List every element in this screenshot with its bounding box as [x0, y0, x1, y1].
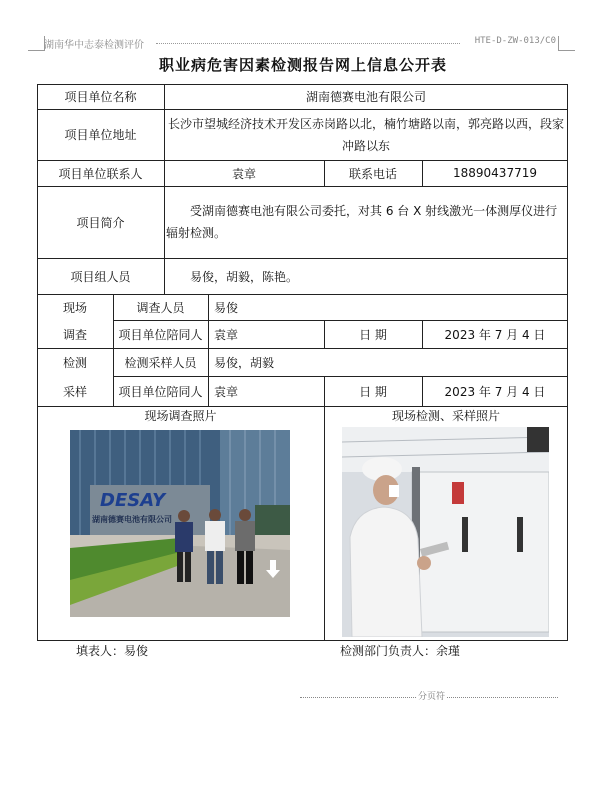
phone-value: 18890437719 — [453, 166, 537, 180]
header-doc-code: HTE-D-ZW-013/C0 — [474, 36, 556, 46]
desay-sign-company: 湖南德赛电池有限公司 — [92, 515, 172, 524]
unit-name-value: 湖南德赛电池有限公司 — [305, 90, 426, 104]
filler-label: 填表人： — [76, 644, 125, 658]
intro-label: 项目简介 — [76, 215, 125, 230]
crop-mark-tr — [558, 36, 575, 51]
sample-group-line2: 采样 — [62, 385, 87, 399]
members-label: 项目组人员 — [70, 269, 131, 284]
intro-value: 受湖南德赛电池有限公司委托，对其 6 台 X 射线激光一体测厚仪进行辐射检测。 — [166, 204, 558, 240]
filler-row — [76, 642, 148, 659]
phone-label: 联系电话 — [348, 166, 397, 181]
desay-sign-logo: DESAY — [100, 490, 166, 511]
surveyor-value: 易俊 — [214, 300, 239, 315]
running-header — [44, 36, 556, 50]
header-dotted-rule — [156, 43, 460, 44]
survey-group-line2: 调查 — [62, 328, 87, 342]
filler-value: 易俊 — [124, 644, 149, 658]
dept-head-label: 检测部门负责人： — [340, 644, 437, 658]
sample-escort-value: 袁章 — [214, 384, 239, 399]
dept-head-row — [340, 642, 460, 659]
members-value: 易俊，胡毅，陈艳。 — [190, 269, 299, 284]
sampler-label: 检测采样人员 — [124, 355, 197, 370]
surveyor-label: 调查人员 — [136, 300, 185, 315]
address-value: 长沙市望城经济技术开发区赤岗路以北，楠竹塘路以南，郭亮路以西，段家冲路以东 — [167, 116, 564, 153]
contact-label: 项目单位联系人 — [58, 166, 143, 181]
address-label: 项目单位地址 — [64, 128, 137, 142]
sample-group-line1: 检测 — [62, 356, 87, 370]
contact-value: 袁章 — [231, 166, 256, 181]
photo2-label: 现场检测、采样照片 — [391, 408, 500, 423]
sample-date-label: 日 期 — [359, 384, 387, 399]
dept-head-value: 余瑾 — [436, 644, 461, 658]
photo1-label: 现场调查照片 — [144, 408, 217, 423]
crop-mark-tl — [28, 36, 45, 51]
survey-date-value: 2023 年 7 月 4 日 — [444, 327, 546, 342]
unit-name-label: 项目单位名称 — [64, 90, 137, 104]
survey-date-label: 日 期 — [359, 327, 387, 342]
sampler-value: 易俊，胡毅 — [214, 355, 275, 370]
survey-group-line1: 现场 — [62, 301, 87, 315]
site-survey-photo — [70, 430, 290, 617]
sample-escort-label: 项目单位陪同人 — [118, 384, 203, 399]
sample-date-value: 2023 年 7 月 4 日 — [444, 384, 546, 399]
survey-escort-value: 袁章 — [214, 327, 239, 342]
site-sampling-photo — [342, 427, 549, 637]
page-break-label: 分页符 — [416, 689, 447, 702]
form-title: 职业病危害因素检测报告网上信息公开表 — [158, 56, 447, 74]
header-company: 湖南华中志泰检测评价 — [44, 40, 144, 51]
survey-escort-label: 项目单位陪同人 — [118, 327, 203, 342]
